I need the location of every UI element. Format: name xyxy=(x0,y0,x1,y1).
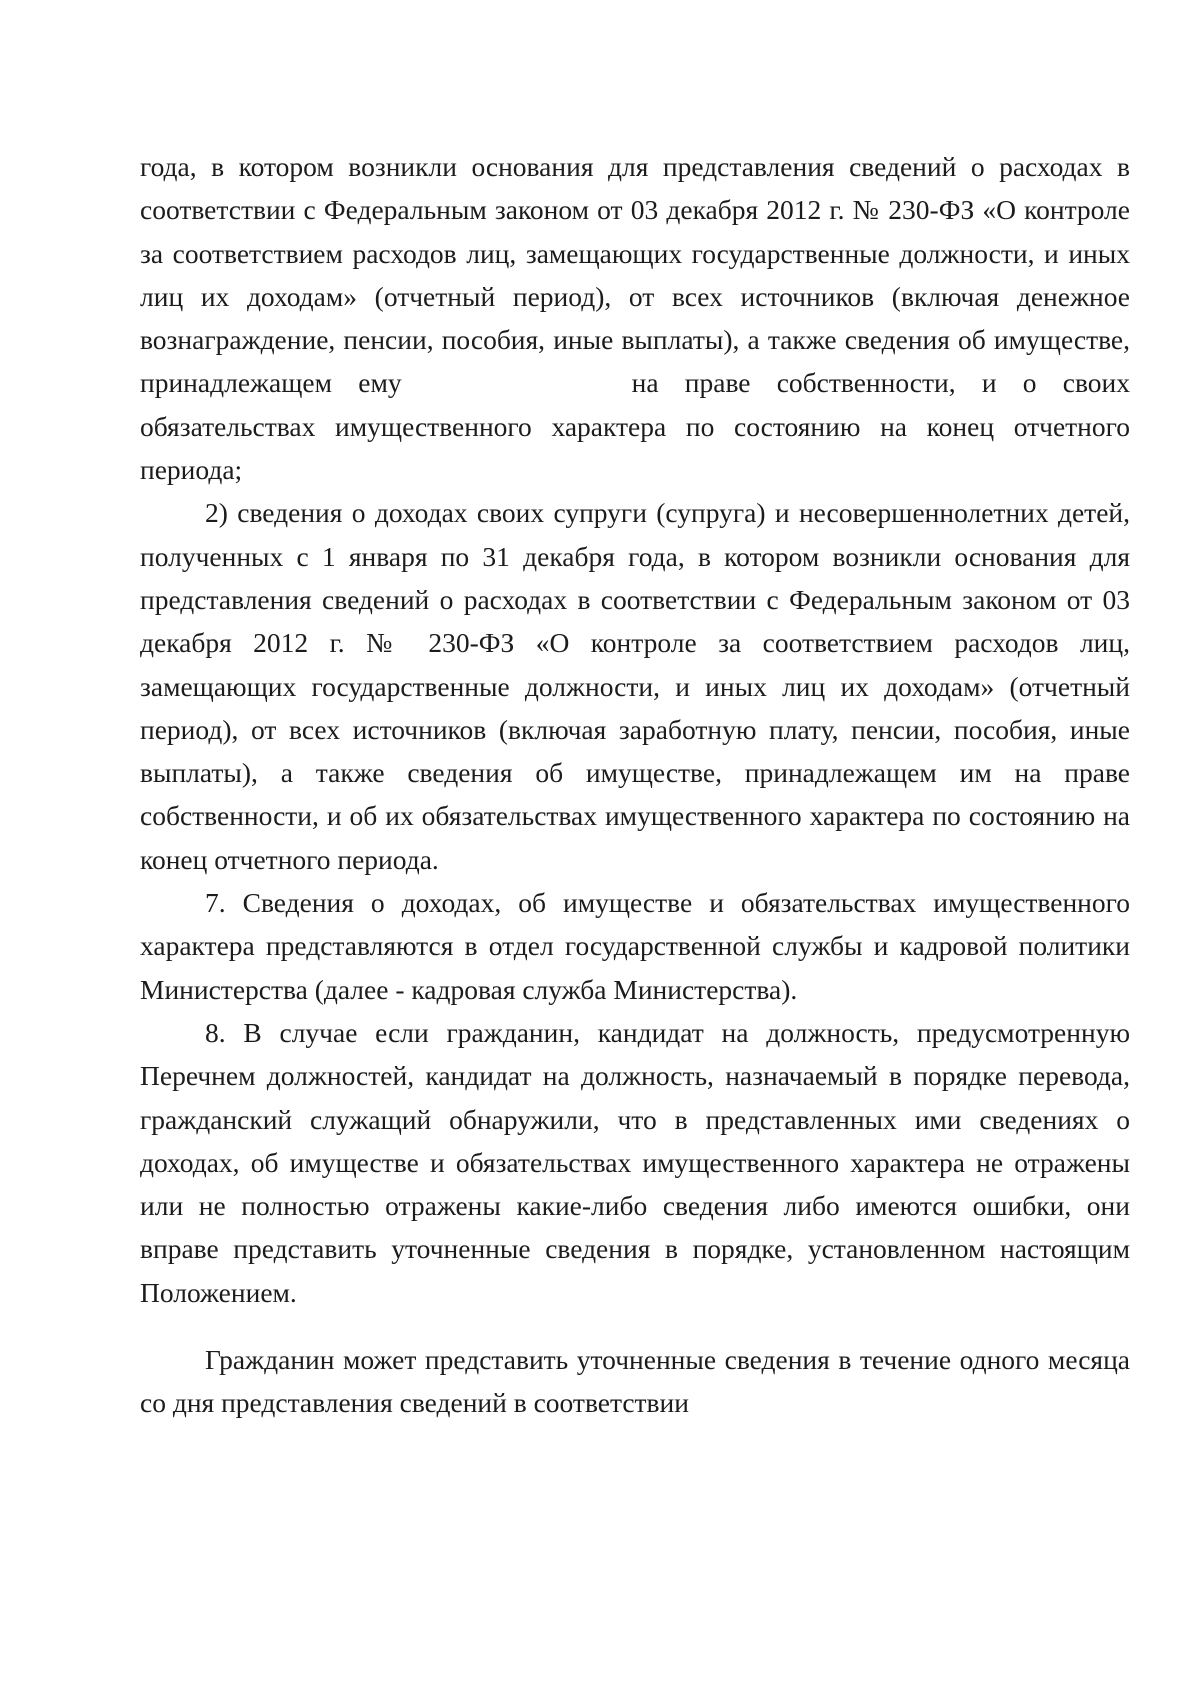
paragraph-item-7: 7. Сведения о доходах, об имуществе и обязательствах имущественного характера представляются в отдел государственной службы и кадровой политики Министерства (далее - кадровая служба Министерства). xyxy=(140,887,1130,1005)
paragraph-text: года, в котором возникли основания для представления сведений о расходах в соответствии с Федеральным законом от 03 декабря 2012 г. № 230-ФЗ «О контроле за соответствием расходов лиц, замещающих государственные должности, и иных лиц их доходам» (отчетный период), от всех источников (включая денежное вознаграждение, пенсии, пособия, иные выплаты), а также сведения об имуществе, принадлежащем ему xyxy=(140,151,1130,399)
paragraph-text: на праве собственности, и о своих обязательствах имущественного характера по состоянию на конец отчетного периода; xyxy=(140,367,1131,486)
paragraph-intro-continuation xyxy=(140,145,1130,491)
document-body xyxy=(140,145,1130,1425)
paragraph-item-8: 8. В случае если гражданин, кандидат на должность, предусмотренную Перечнем должностей, кандидат на должность, назначаемый в порядке перевода, гражданский служащий обнаружили, что в представленных ими сведениях о доходах, об имуществе и обязательствах имущественного характера не отражены или не полностью отражены какие-либо сведения либо имеются ошибки, они вправе представить уточненные сведения в порядке, установленном настоящим Положением. xyxy=(140,1016,1130,1308)
paragraph-citizen: Гражданин может представить уточненные сведения в течение одного месяца со дня представления сведений в соответствии xyxy=(140,1344,1130,1419)
paragraph-item-2: 2) сведения о доходах своих супруги (супруга) и несовершеннолетних детей, полученных с 1 января по 31 декабря года, в котором возникли основания для представления сведений о расходах в соответствии с Федеральным законом от 03 декабря 2012 г. № 230-ФЗ «О контроле за соответствием расходов лиц, замещающих государственные должности, и иных лиц их доходам» (отчетный период), от всех источников (включая заработную плату, пенсии, пособия, иные выплаты), а также сведения об имуществе, принадлежащем им на праве собственности, и об их обязательствах имущественного характера по состоянию на конец отчетного периода. xyxy=(140,497,1130,875)
